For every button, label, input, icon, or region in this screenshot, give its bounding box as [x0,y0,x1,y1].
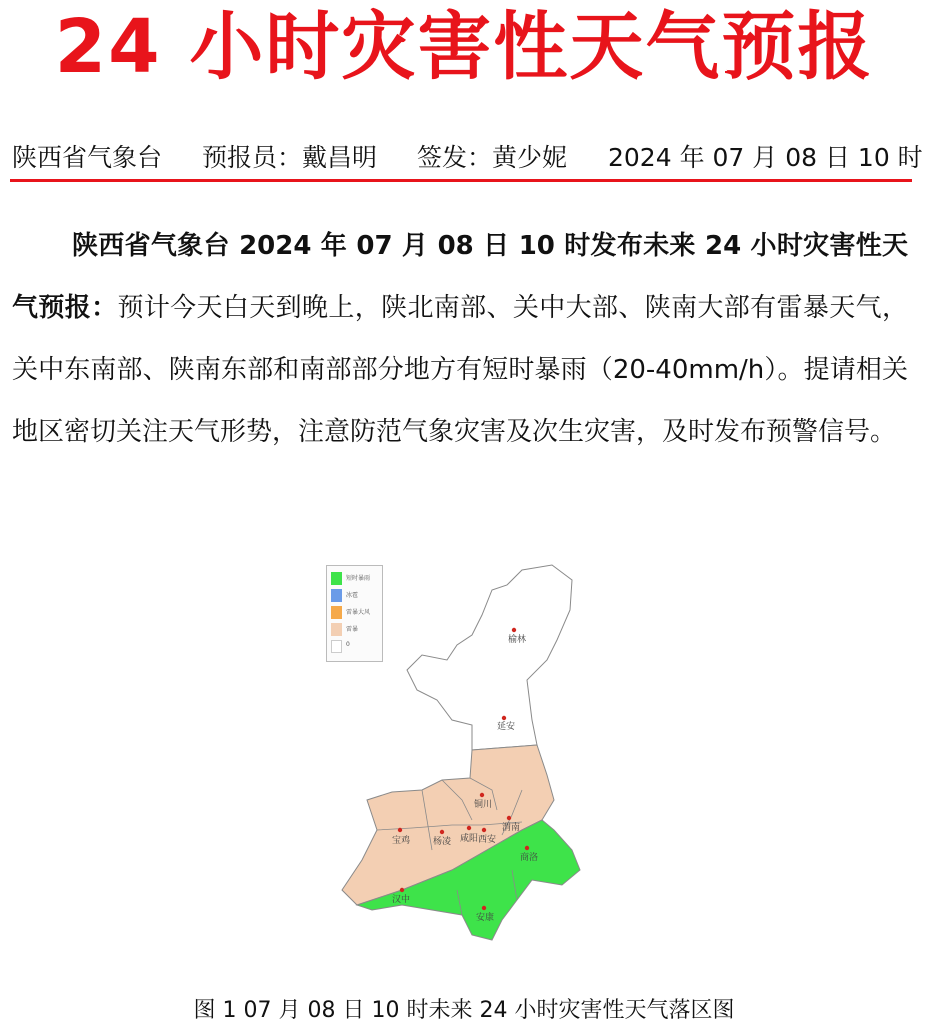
legend-label: 雷暴 [346,626,359,633]
legend-label: 冰雹 [346,592,359,599]
city-dot-xian [482,828,486,832]
forecast-paragraph [12,215,908,463]
city-label-tongchuan: 铜川 [474,800,493,810]
legend-swatch-rainstorm [331,572,342,585]
city-label-shangluo: 商洛 [520,853,539,863]
city-dot-yangling [440,830,444,834]
city-label-yangling: 杨凌 [433,837,452,847]
city-dot-xianyang [467,826,471,830]
city-label-yanan: 延安 [497,722,516,732]
forecaster: 预报员：戴昌明 [202,143,378,172]
figure-caption: 图 1 07 月 08 日 10 时未来 24 小时灾害性天气落区图 [193,998,735,1023]
legend-swatch-wind [331,606,342,619]
city-dot-ankang [482,906,486,910]
city-label-baoji: 宝鸡 [392,836,411,846]
city-dot-yanan [502,716,506,720]
city-label-weinan: 渭南 [502,823,521,833]
forecast-text: 预计今天白天到晚上，陕北南部、关中大部、陕南大部有雷暴天气，关中东南部、陕南东部和南部部分地方有短时暴雨（20-40mm/h）。提请相关地区密切关注天气形势，注意防范气象灾害及次生灾害，及时发布预警信号。 [12,293,908,447]
region-no-hazard [407,565,572,750]
legend-label: 0 [346,641,350,648]
city-dot-baoji [398,828,402,832]
header-meta [12,140,923,176]
header-divider [10,179,912,182]
forecast-lead: 陕西省气象台 2024 年 07 月 08 日 10 时发布未来 24 小时灾害性天气预报： [12,231,908,323]
city-dot-yulin [512,628,516,632]
issue-datetime: 2024 年 07 月 08 日 10 时 [608,143,923,172]
city-label-hanzhong: 汉中 [392,895,411,905]
city-label-ankang: 安康 [476,913,495,923]
city-dot-tongchuan [480,793,484,797]
legend-label: 短时暴雨 [346,575,371,582]
city-dot-hanzhong [400,888,404,892]
legend-swatch-none [331,640,342,653]
legend-swatch-thunder [331,623,342,636]
issuer: 签发：黄少妮 [417,143,568,172]
legend-swatch-hail [331,589,342,602]
map-legend [326,565,383,662]
city-label-xian: 西安 [478,835,497,845]
city-label-xianyang: 咸阳 [460,834,479,844]
city-dot-weinan [507,816,511,820]
city-label-yulin: 榆林 [508,635,527,645]
city-dot-shangluo [525,846,529,850]
agency-name: 陕西省气象台 [12,143,163,172]
page-title: 24 小时灾害性天气预报 [54,4,874,90]
legend-label: 雷暴大风 [346,609,371,616]
